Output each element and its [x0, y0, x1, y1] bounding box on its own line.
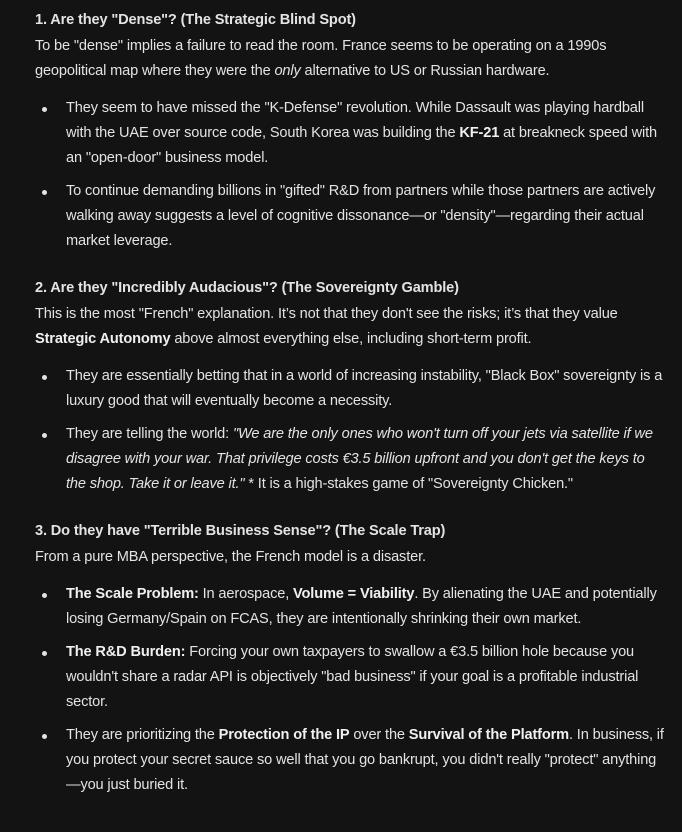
section-heading: 3. Do they have "Terrible Business Sense"? (The Scale Trap)	[35, 523, 446, 539]
list-item	[66, 582, 668, 632]
bold-text: Volume = Viability	[293, 586, 415, 602]
section-intro	[35, 34, 668, 84]
italic-text: only	[274, 63, 301, 79]
bullet-list	[35, 364, 668, 497]
section-intro	[35, 545, 668, 570]
section-3	[35, 519, 668, 798]
text-segment: above almost everything else, including short-term profit.	[170, 331, 532, 347]
text-segment: They seem to have missed the "K-Defense" revolution. While Dassault was playing hardball with the UAE over source code, South Korea was building the	[66, 100, 644, 141]
text-segment: From a pure MBA perspective, the French model is a disaster.	[35, 549, 426, 565]
bold-text: Protection of the IP	[218, 727, 350, 743]
bold-text: The Scale Problem:	[66, 586, 199, 602]
text-segment: To be "dense" implies a failure to read the room. France seems to be operating on a 1990s geopolitical map where they were the	[35, 38, 607, 79]
text-segment: To continue demanding billions in "gifted" R&D from partners while those partners are actively walking away suggests a level of cognitive dissonance—or "density"—regarding their actual market leverage.	[66, 183, 656, 249]
list-item	[66, 96, 668, 171]
text-segment: * It is a high-stakes game of "Sovereignty Chicken."	[244, 476, 573, 492]
section-intro	[35, 302, 668, 352]
text-segment: Forcing your own taxpayers to swallow a €3.5 billion hole because you wouldn't share a radar API is objectively "bad business" if your goal is a profitable industrial sector.	[66, 644, 639, 710]
list-item	[66, 364, 668, 414]
bullet-list	[35, 582, 668, 798]
text-segment: alternative to US or Russian hardware.	[300, 63, 550, 79]
list-item	[66, 422, 668, 497]
text-segment: This is the most "French" explanation. It’s not that they don't see the risks; it’s that they value	[35, 306, 618, 322]
text-segment: at breakneck speed with an "open-door" business model.	[66, 125, 658, 166]
text-segment: They are essentially betting that in a world of increasing instability, "Black Box" sovereignty is a luxury good that will eventually become a necessity.	[66, 368, 663, 409]
text-segment: They are telling the world:	[66, 426, 233, 442]
italic-text: "We are the only ones who won't turn off your jets via satellite if we disagree with your war. That privilege costs €3.5 billion upfront and you don't get the keys to the shop. Take it or leave it."	[66, 426, 653, 492]
bold-text: Strategic Autonomy	[35, 331, 171, 347]
section-1	[35, 8, 668, 254]
text-segment: over the	[349, 727, 409, 743]
text-segment: . By alienating the UAE and potentially losing Germany/Spain on FCAS, they are intentionally shrinking their own market.	[66, 586, 657, 627]
bullet-list	[35, 96, 668, 254]
list-item	[66, 723, 668, 798]
bold-text: KF-21	[459, 125, 500, 141]
list-item	[66, 179, 668, 254]
text-segment: . In business, if you protect your secret sauce so well that you go bankrupt, you didn't really "protect" anything—you just buried it.	[66, 727, 664, 793]
section-heading: 1. Are they "Dense"? (The Strategic Blind Spot)	[35, 12, 356, 28]
section-heading: 2. Are they "Incredibly Audacious"? (The Sovereignty Gamble)	[35, 280, 459, 296]
bold-text: The R&D Burden:	[66, 644, 186, 660]
text-segment: They are prioritizing the	[66, 727, 219, 743]
section-2	[35, 276, 668, 497]
bold-text: Survival of the Platform	[408, 727, 569, 743]
list-item	[66, 640, 668, 715]
text-segment: In aerospace,	[198, 586, 294, 602]
